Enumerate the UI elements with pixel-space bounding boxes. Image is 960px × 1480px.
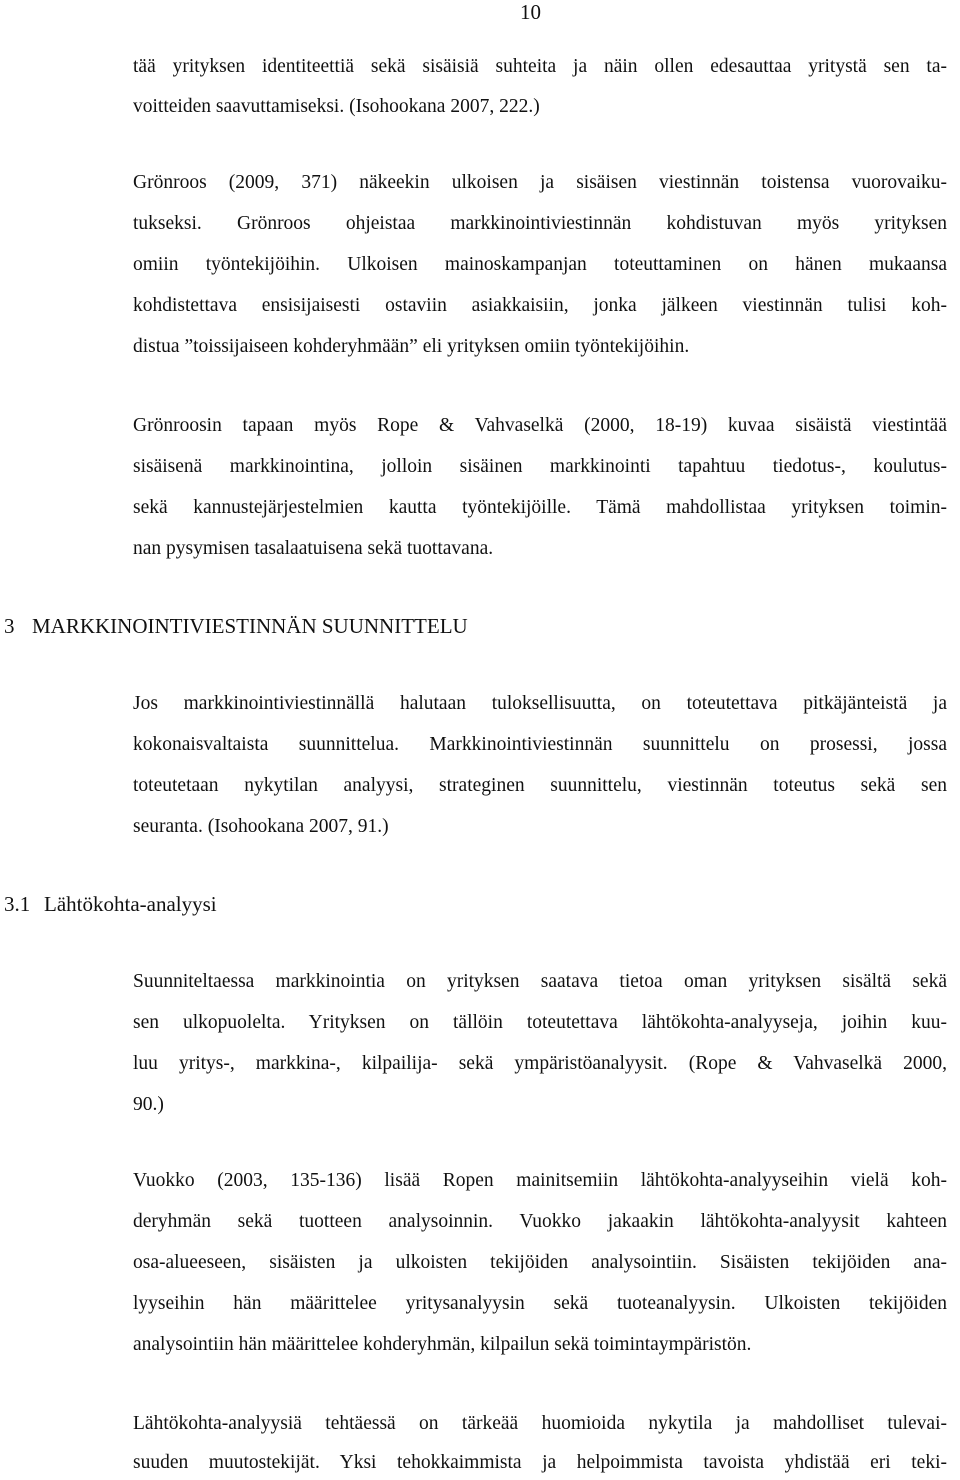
paragraph-6-line: lyyseihin hän määrittelee yritysanalyysin sekä tuoteanalyysin. Ulkoisten tekijöiden: [133, 1293, 947, 1314]
subsection-number: 3.1: [4, 892, 31, 916]
paragraph-2-line: kohdistettava ensisijaisesti ostaviin asiakkaisiin, jonka jälkeen viestinnän tulisi koh-: [133, 295, 947, 316]
paragraph-1-line: tää yrityksen identiteettiä sekä sisäisiä suhteita ja näin ollen edesauttaa yritystä sen ta-: [133, 56, 947, 77]
paragraph-4-line: toteutetaan nykytilan analyysi, strateginen suunnittelu, viestinnän toteutus sekä sen: [133, 775, 947, 796]
paragraph-4-line: seuranta. (Isohookana 2007, 91.): [133, 816, 389, 837]
paragraph-6-line: Vuokko (2003, 135-136) lisää Ropen mainitsemiin lähtökohta-analyyseihin vielä koh-: [133, 1170, 947, 1191]
paragraph-3-line: nan pysymisen tasalaatuisena sekä tuottavana.: [133, 538, 494, 559]
page-number: 10: [520, 0, 541, 24]
subsection-title: Lähtökohta-analyysi: [44, 892, 217, 916]
section-heading: [4, 613, 468, 639]
paragraph-4-line: kokonaisvaltaista suunnittelua. Markkinointiviestinnän suunnittelu on prosessi, jossa: [133, 734, 947, 755]
paragraph-6-line: osa-alueeseen, sisäisten ja ulkoisten tekijöiden analysointiin. Sisäisten tekijöiden ana-: [133, 1252, 947, 1273]
paragraph-7-line: Lähtökohta-analyysiä tehtäessä on tärkeää huomioida nykytila ja mahdolliset tulevai-: [133, 1413, 947, 1434]
section-title: MARKKINOINTIVIESTINNÄN SUUNNITTELU: [32, 614, 468, 638]
paragraph-3-line: sekä kannustejärjestelmien kautta työntekijöille. Tämä mahdollistaa yrityksen toimin-: [133, 497, 947, 518]
paragraph-3-line: sisäisenä markkinointina, jolloin sisäinen markkinointi tapahtuu tiedotus-, koulutus-: [133, 456, 947, 477]
section-number: 3: [4, 614, 15, 638]
paragraph-2-line: omiin työntekijöihin. Ulkoisen mainoskampanjan toteuttaminen on hänen mukaansa: [133, 254, 947, 275]
subsection-heading: [4, 891, 217, 917]
paragraph-1-line: voitteiden saavuttamiseksi. (Isohookana 2007, 222.): [133, 96, 540, 117]
paragraph-6-line: deryhmän sekä tuotteen analysoinnin. Vuokko jakaakin lähtökohta-analyysit kahteen: [133, 1211, 947, 1232]
paragraph-5-line: sen ulkopuolelta. Yrityksen on tällöin toteutettava lähtökohta-analyyseja, joihin kuu-: [133, 1012, 947, 1033]
paragraph-4-line: Jos markkinointiviestinnällä halutaan tuloksellisuutta, on toteutettava pitkäjänteistä ja: [133, 693, 947, 714]
paragraph-6-line: analysointiin hän määrittelee kohderyhmän, kilpailun sekä toimintaympäristön.: [133, 1334, 752, 1355]
paragraph-5-line: Suunniteltaessa markkinointia on yrityksen saatava tietoa oman yrityksen sisältä sekä: [133, 971, 947, 992]
paragraph-2-line: distua ”toissijaiseen kohderyhmään” eli yrityksen omiin työntekijöihin.: [133, 336, 690, 357]
paragraph-5-line: 90.): [133, 1094, 164, 1115]
paragraph-5-line: luu yritys-, markkina-, kilpailija- sekä ympäristöanalyysit. (Rope & Vahvaselkä 2000,: [133, 1053, 947, 1074]
paragraph-7-line: suuden muutostekijät. Yksi tehokkaimmista ja helpoimmista tavoista yhdistää eri teki-: [133, 1452, 947, 1473]
paragraph-2-line: tukseksi. Grönroos ohjeistaa markkinointiviestinnän kohdistuvan myös yrityksen: [133, 213, 947, 234]
paragraph-2-line: Grönroos (2009, 371) näkeekin ulkoisen ja sisäisen viestinnän toistensa vuorovaiku-: [133, 172, 947, 193]
paragraph-3-line: Grönroosin tapaan myös Rope & Vahvaselkä (2000, 18-19) kuvaa sisäistä viestintää: [133, 415, 947, 436]
